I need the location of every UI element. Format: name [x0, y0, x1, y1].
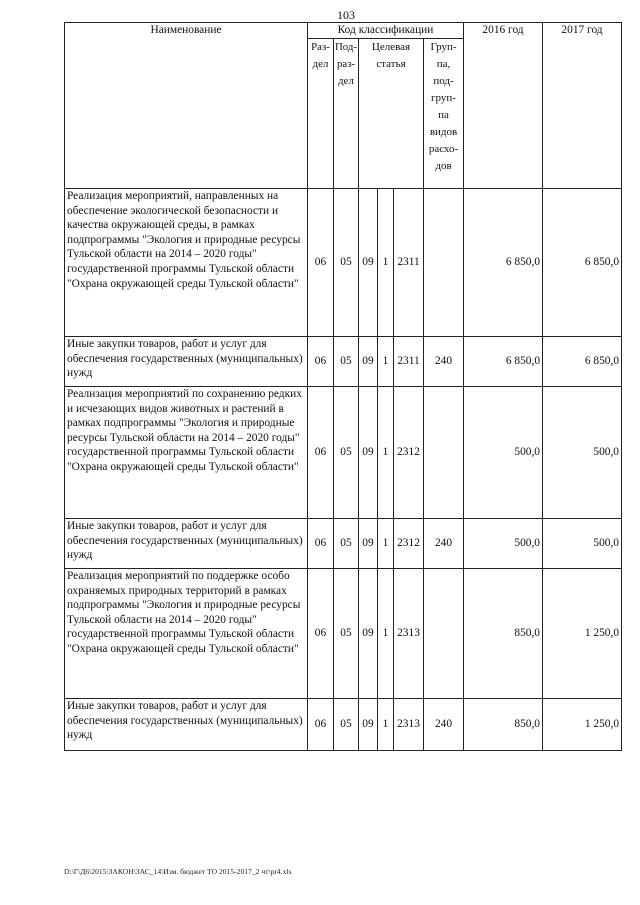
row-amount-2016: 500,0	[464, 387, 543, 519]
table-row	[65, 519, 622, 569]
row-amount-2016: 500,0	[464, 519, 543, 569]
row-section: 06	[308, 387, 334, 519]
row-amount-2017: 1 250,0	[543, 569, 622, 699]
row-subsection: 05	[334, 337, 359, 387]
row-subsection: 05	[334, 189, 359, 337]
row-name: Иные закупки товаров, работ и услуг для обеспечения государственных (муниципальных) нужд	[65, 519, 308, 569]
row-target-subprogram: 1	[378, 519, 394, 569]
row-expense-group	[424, 569, 464, 699]
header-code-group: Код классификации	[308, 23, 464, 39]
row-target-program: 09	[359, 337, 378, 387]
row-target-program: 09	[359, 519, 378, 569]
row-amount-2017: 6 850,0	[543, 337, 622, 387]
row-target-direction: 2313	[394, 699, 424, 751]
row-name: Иные закупки товаров, работ и услуг для обеспечения государственных (муниципальных) нужд	[65, 337, 308, 387]
row-target-subprogram: 1	[378, 337, 394, 387]
row-target-direction: 2311	[394, 337, 424, 387]
header-row	[65, 23, 622, 39]
row-section: 06	[308, 569, 334, 699]
table-row	[65, 699, 622, 751]
header-name: Наименование	[65, 23, 308, 189]
row-target-subprogram: 1	[378, 699, 394, 751]
header-year-2017: 2017 год	[543, 23, 622, 189]
row-target-program: 09	[359, 387, 378, 519]
row-name: Реализация мероприятий по поддержке особо охраняемых природных территорий в рамках подпрограммы "Экология и природные ресурсы Тульской области на 2014 – 2020 годы" государственной программы Тульской области "Охрана окружающей среды Тульской области"	[65, 569, 308, 699]
row-target-program: 09	[359, 569, 378, 699]
row-expense-group	[424, 387, 464, 519]
row-amount-2016: 6 850,0	[464, 337, 543, 387]
row-target-program: 09	[359, 699, 378, 751]
header-section: Раз-дел	[308, 39, 334, 189]
table-row	[65, 189, 622, 337]
row-amount-2017: 500,0	[543, 387, 622, 519]
row-target-subprogram: 1	[378, 387, 394, 519]
header-target-article: Целевая статья	[359, 39, 424, 189]
row-expense-group: 240	[424, 519, 464, 569]
row-amount-2016: 6 850,0	[464, 189, 543, 337]
row-target-program: 09	[359, 189, 378, 337]
row-name: Реализация мероприятий, направленных на обеспечение экологической безопасности и качества окружающей среды, в рамках подпрограммы "Экология и природные ресурсы Тульской области на 2014 – 2020 годы" государственной программы Тульской области "Охрана окружающей среды Тульской области"	[65, 189, 308, 337]
row-target-subprogram: 1	[378, 189, 394, 337]
row-amount-2017: 6 850,0	[543, 189, 622, 337]
row-expense-group: 240	[424, 337, 464, 387]
footer-file-path: D:\Г\Д6\2015\ЗАКОН\ЗАС_14\Изм. бюджет ТО 2015-2017_2 чт\pr4.xls	[64, 867, 292, 876]
row-amount-2016: 850,0	[464, 699, 543, 751]
row-subsection: 05	[334, 569, 359, 699]
row-section: 06	[308, 337, 334, 387]
row-amount-2017: 500,0	[543, 519, 622, 569]
row-target-direction: 2311	[394, 189, 424, 337]
table-row	[65, 387, 622, 519]
row-section: 06	[308, 189, 334, 337]
row-name: Реализация мероприятий по сохранению редких и исчезающих видов животных и растений в рамках подпрограммы "Экология и природные ресурсы Тульской области на 2014 – 2020 годы" государственной программы Тульской области "Охрана окружающей среды Тульской области"	[65, 387, 308, 519]
row-target-direction: 2312	[394, 387, 424, 519]
budget-table	[64, 22, 622, 751]
row-expense-group	[424, 189, 464, 337]
row-name: Иные закупки товаров, работ и услуг для обеспечения государственных (муниципальных) нужд	[65, 699, 308, 751]
table-row	[65, 337, 622, 387]
row-amount-2017: 1 250,0	[543, 699, 622, 751]
row-target-subprogram: 1	[378, 569, 394, 699]
row-section: 06	[308, 519, 334, 569]
table-row	[65, 569, 622, 699]
row-expense-group: 240	[424, 699, 464, 751]
row-section: 06	[308, 699, 334, 751]
row-amount-2016: 850,0	[464, 569, 543, 699]
row-target-direction: 2312	[394, 519, 424, 569]
page-number: 103	[337, 8, 355, 22]
header-year-2016: 2016 год	[464, 23, 543, 189]
header-expense-group: Груп-па, под-груп-па видов расхо-дов	[424, 39, 464, 189]
row-subsection: 05	[334, 699, 359, 751]
row-subsection: 05	[334, 519, 359, 569]
row-subsection: 05	[334, 387, 359, 519]
row-target-direction: 2313	[394, 569, 424, 699]
header-subsection: Под-раз-дел	[334, 39, 359, 189]
